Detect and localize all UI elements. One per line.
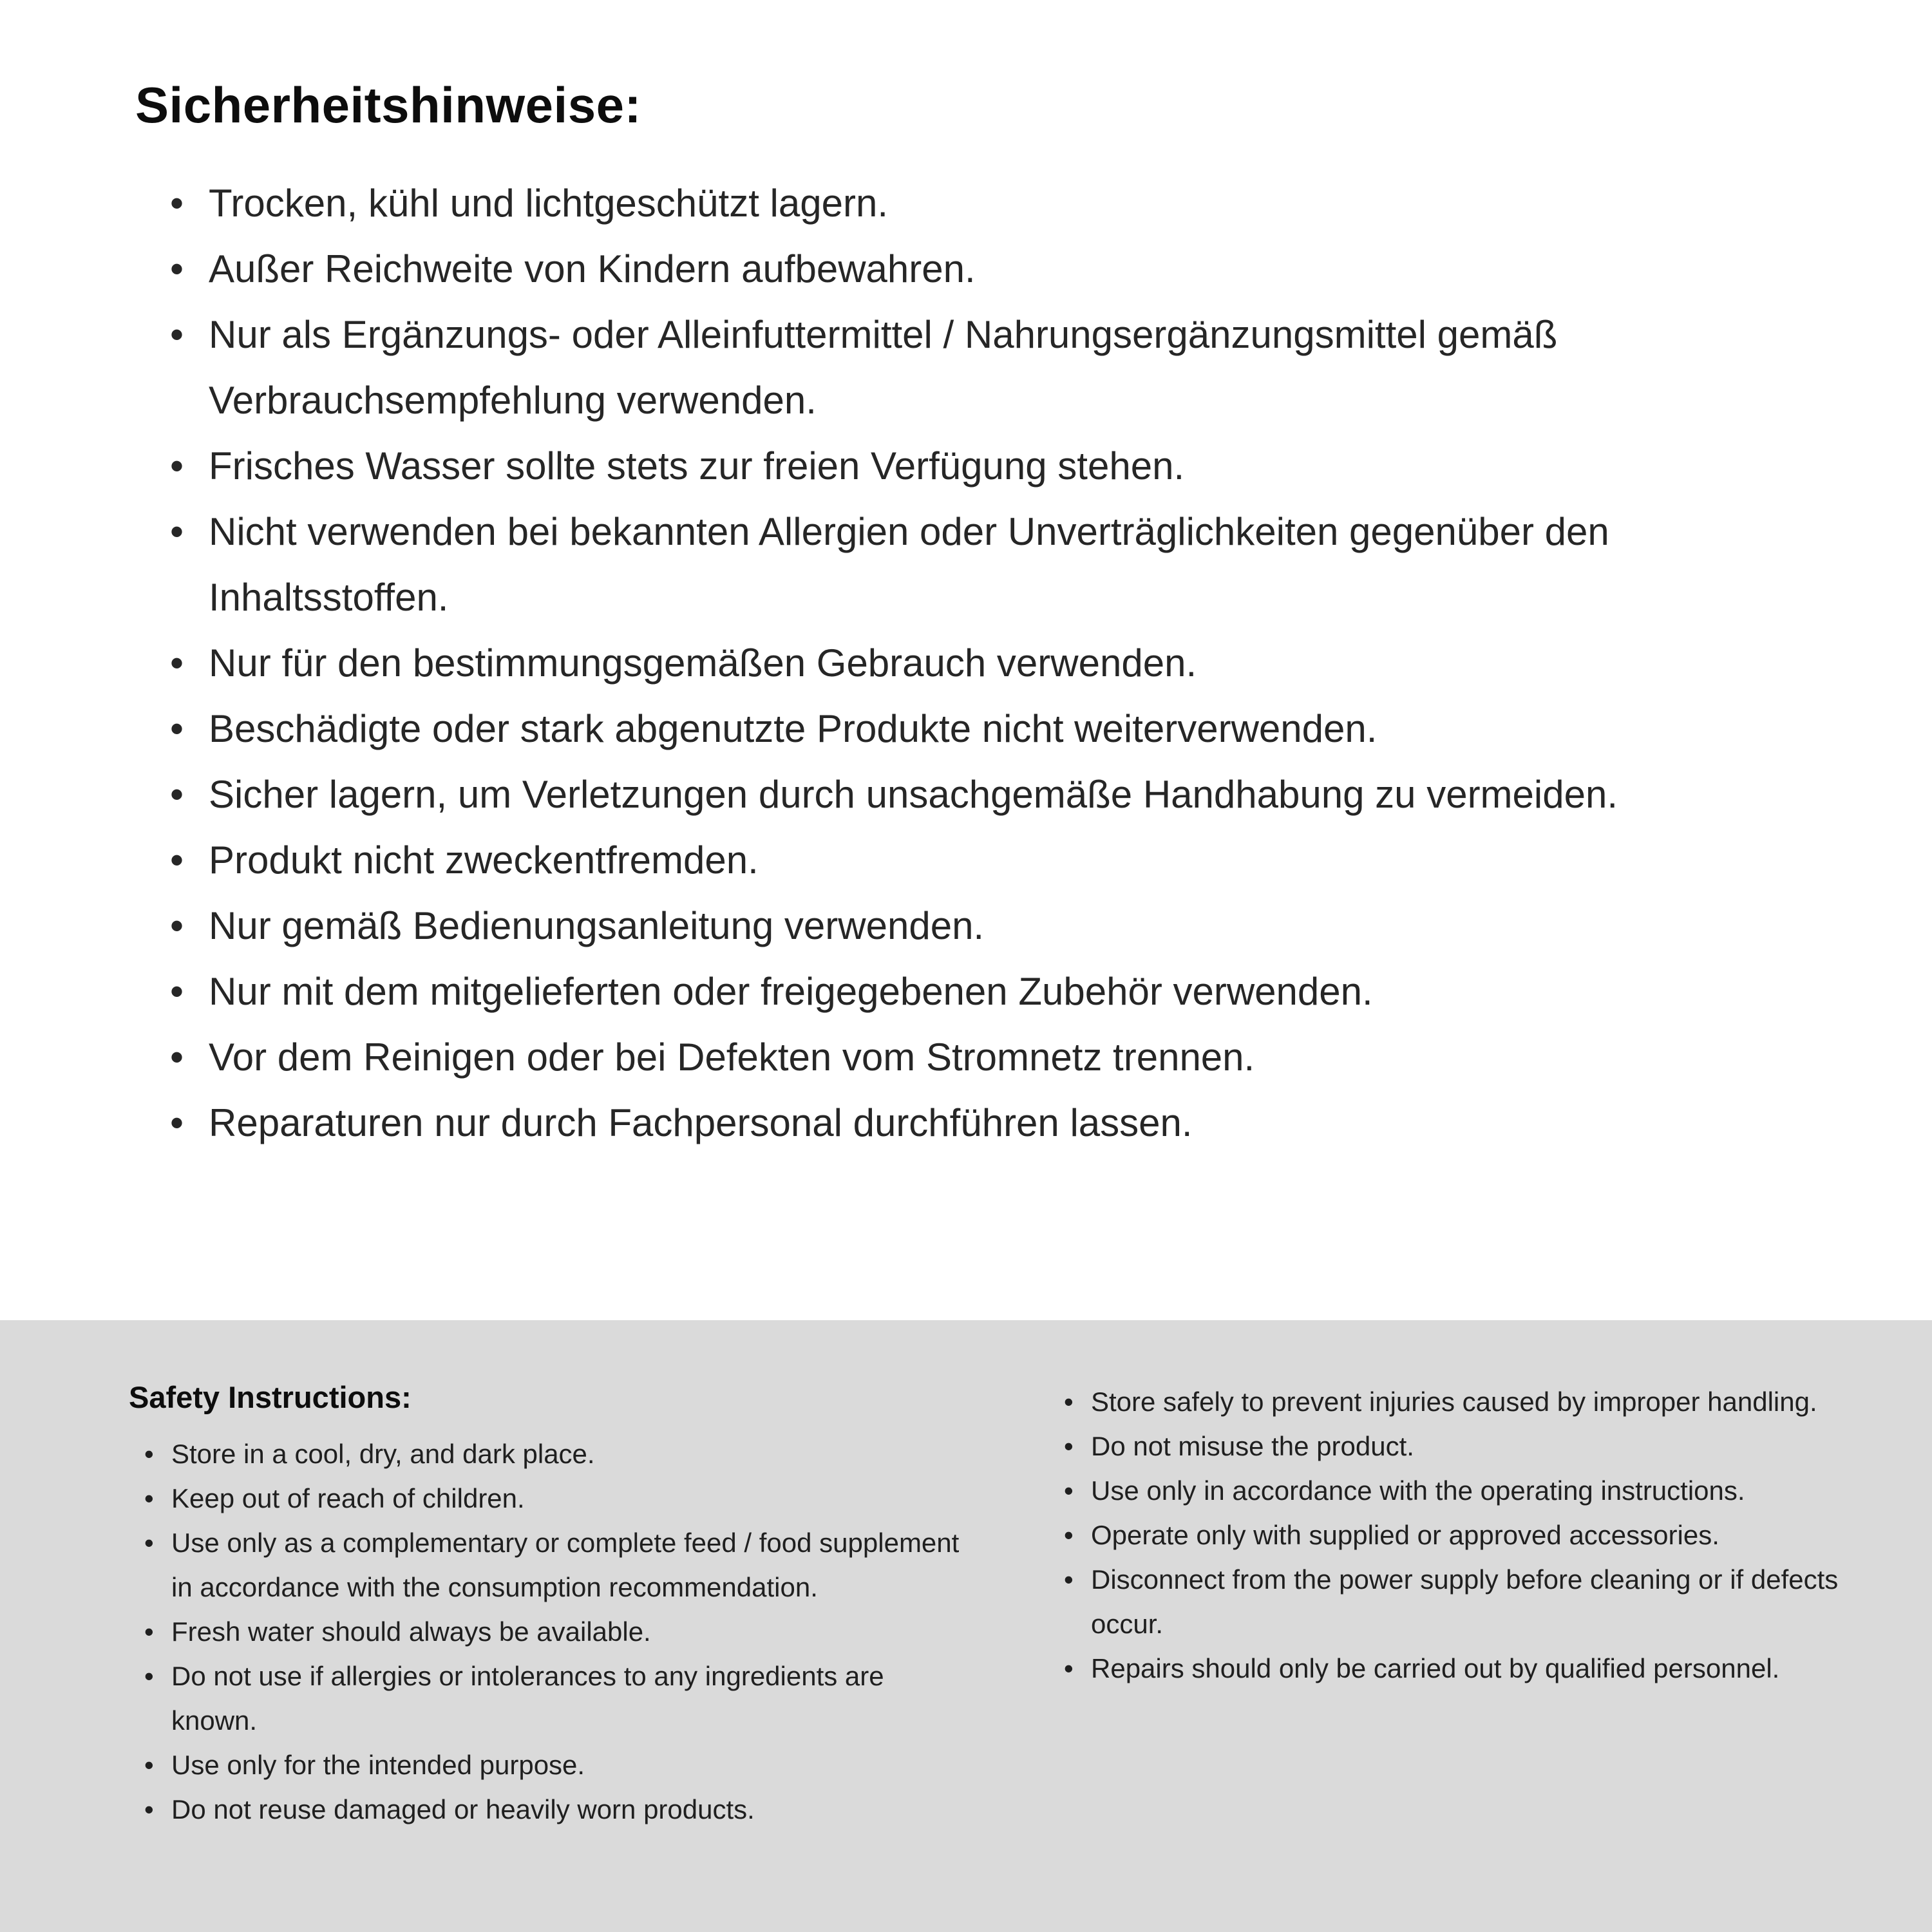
list-item: • Nur als Ergänzungs- oder Alleinfuttermittel / Nahrungsergänzungsmittel gemäß Verbrauchsempfehlung verwenden. [169,302,1734,433]
list-item: • Do not use if allergies or intolerances to any ingredients are known. [143,1654,966,1743]
list-item: • Store safely to prevent injuries caused by improper handling. [1063,1379,1855,1424]
english-safety-list-right [1063,1379,1855,1690]
list-item: • Nur gemäß Bedienungsanleitung verwenden. [169,893,1734,959]
english-column-left [129,1379,966,1832]
list-item: • Außer Reichweite von Kindern aufbewahren. [169,236,1734,302]
english-safety-list-left [143,1432,966,1832]
list-item: • Produkt nicht zweckentfremden. [169,828,1734,893]
list-item: • Nur mit dem mitgelieferten oder freigegebenen Zubehör verwenden. [169,959,1734,1025]
list-item: • Frisches Wasser sollte stets zur freien Verfügung stehen. [169,433,1734,499]
list-item: • Disconnect from the power supply before cleaning or if defects occur. [1063,1557,1855,1646]
english-section-title: Safety Instructions: [129,1380,412,1414]
list-item: • Use only for the intended purpose. [143,1743,966,1787]
list-item: • Reparaturen nur durch Fachpersonal durchführen lassen. [169,1090,1734,1156]
list-item: • Keep out of reach of children. [143,1476,966,1520]
list-item: • Beschädigte oder stark abgenutzte Produkte nicht weiterverwenden. [169,696,1734,762]
german-safety-list [169,171,1734,1156]
list-item: • Use only as a complementary or complete feed / food supplement in accordance with the consumption recommendation. [143,1520,966,1609]
german-section-title: Sicherheitshinweise: [135,77,641,133]
list-item: • Store in a cool, dry, and dark place. [143,1432,966,1476]
list-item: • Do not misuse the product. [1063,1424,1855,1468]
list-item: • Sicher lagern, um Verletzungen durch unsachgemäße Handhabung zu vermeiden. [169,762,1734,828]
list-item: • Nicht verwenden bei bekannten Allergien oder Unverträglichkeiten gegenüber den Inhaltsstoffen. [169,499,1734,630]
list-item: • Operate only with supplied or approved accessories. [1063,1513,1855,1557]
english-column-right [1063,1379,1855,1690]
list-item: • Use only in accordance with the operating instructions. [1063,1468,1855,1513]
list-item: • Vor dem Reinigen oder bei Defekten vom Stromnetz trennen. [169,1025,1734,1090]
list-item: • Fresh water should always be available. [143,1609,966,1654]
english-safety-section [0,1320,1932,1932]
list-item: • Do not reuse damaged or heavily worn products. [143,1787,966,1832]
list-item: • Repairs should only be carried out by qualified personnel. [1063,1646,1855,1690]
list-item: • Nur für den bestimmungsgemäßen Gebrauch verwenden. [169,630,1734,696]
list-item: • Trocken, kühl und lichtgeschützt lagern. [169,171,1734,236]
